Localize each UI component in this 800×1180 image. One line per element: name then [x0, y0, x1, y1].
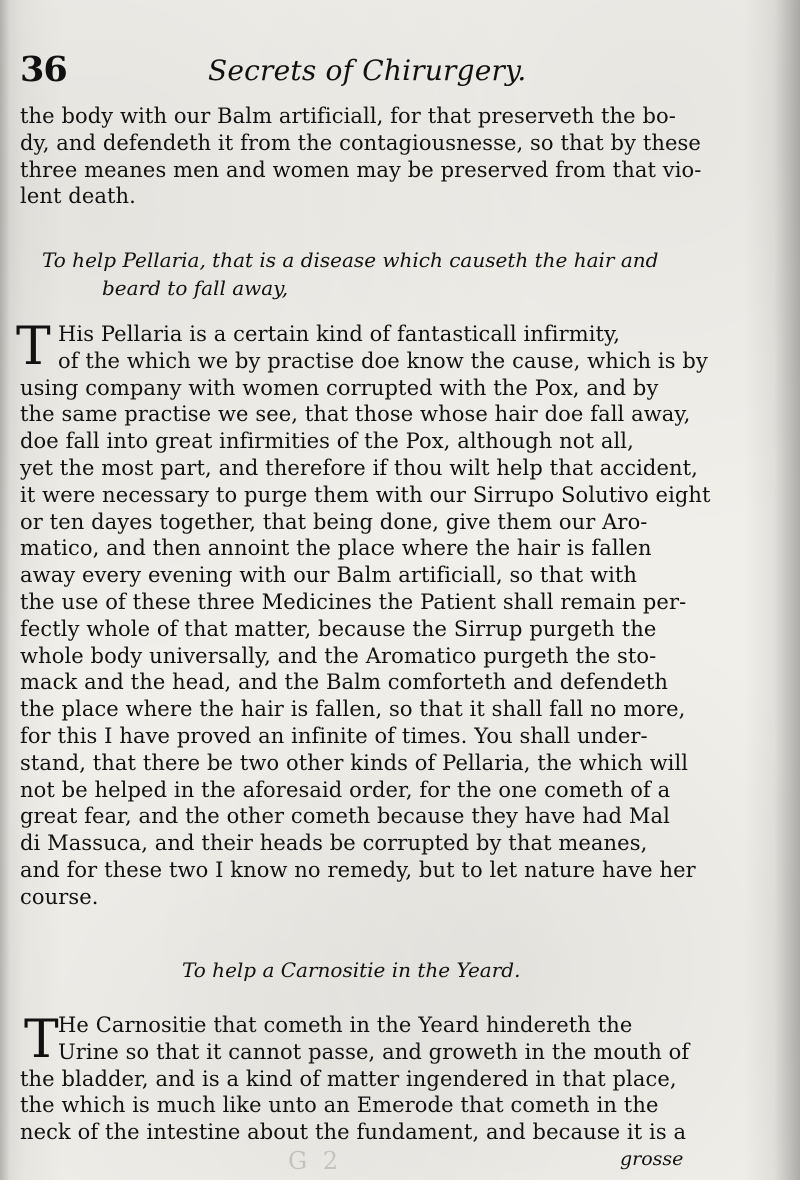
signature-mark: G 2: [288, 1147, 343, 1175]
page-header: [20, 49, 710, 104]
dropcap-row: [20, 1010, 690, 1070]
text-line: stand, that there be two other kinds of Pellaria, the which will: [20, 750, 689, 775]
text-line: and for these two I know no remedy, but to let nature have her: [20, 857, 696, 882]
text-line: di Massuca, and their heads be corrupted by that meanes,: [20, 831, 648, 856]
section-heading-pellaria: [42, 246, 692, 302]
pellaria-paragraph: [16, 317, 711, 911]
text-line: it were necessary to purge them with our Sirrupo Solutivo eight: [20, 482, 711, 507]
text-line: course.: [20, 884, 99, 909]
text-line: matico, and then annoint the place where the hair is fallen: [20, 536, 652, 561]
section-heading-line: To help Pellaria, that is a disease which causeth the hair and: [42, 248, 659, 272]
dropcap-row: [16, 317, 708, 377]
text-line: using company with women corrupted with the Pox, and by: [20, 375, 659, 400]
text-line: His Pellaria is a certain kind of fantasticall infirmity,: [58, 322, 621, 346]
text-line: fectly whole of that matter, because the Sirrup purgeth the: [20, 616, 657, 641]
text-line: for this I have proved an infinite of times. You shall under-: [20, 723, 648, 748]
drop-cap-letter: T: [16, 317, 51, 377]
text-line: neck of the intestine about the fundament, and because it is a: [20, 1120, 687, 1145]
text-line: the use of these three Medicines the Patient shall remain per-: [20, 589, 687, 614]
left-page-shadow: [0, 0, 10, 1180]
text-line: doe fall into great infirmities of the Pox, although not all,: [20, 429, 634, 454]
text-line: He Carnositie that cometh in the Yeard hindereth the: [58, 1013, 633, 1037]
text-line: yet the most part, and therefore if thou wilt help that accident,: [20, 455, 698, 480]
text-line: the which is much like unto an Emerode that cometh in the: [20, 1093, 659, 1118]
section-heading-line: beard to fall away,: [102, 276, 289, 300]
running-head: Secrets of Chirurgery.: [208, 54, 527, 87]
opening-paragraph: [20, 103, 702, 210]
text-line: whole body universally, and the Aromatico purgeth the sto-: [20, 643, 657, 668]
text-line: the bladder, and is a kind of matter ingendered in that place,: [20, 1066, 677, 1091]
text-line: the body with our Balm artificiall, for that preserveth the bo-: [20, 104, 676, 128]
carnositie-paragraph: [20, 1012, 690, 1146]
text-line: not be helped in the aforesaid order, for the one cometh of a: [20, 777, 671, 802]
drop-cap-letter: T: [24, 1010, 59, 1070]
text-line: mack and the head, and the Balm comforteth and defendeth: [20, 670, 669, 695]
page-number: 36: [20, 49, 67, 90]
text-line: three meanes men and women may be preserved from that vio-: [20, 157, 702, 182]
text-line: great fear, and the other cometh because they have had Mal: [20, 804, 670, 829]
catchword: grosse: [620, 1148, 684, 1170]
text-line: of the which we by practise doe know the cause, which is by: [58, 348, 708, 373]
text-line: or ten dayes together, that being done, give them our Aro-: [20, 509, 648, 534]
right-page-shadow: [774, 0, 800, 1180]
text-line: the same practise we see, that those whose hair doe fall away,: [20, 402, 691, 427]
text-line: Urine so that it cannot passe, and groweth in the mouth of: [58, 1039, 690, 1064]
text-line: away every evening with our Balm artificiall, so that with: [20, 563, 638, 588]
text-line: dy, and defendeth it from the contagiousnesse, so that by these: [20, 130, 701, 155]
section-heading-carnositie: To help a Carnositie in the Yeard.: [182, 958, 521, 982]
text-line: the place where the hair is fallen, so that it shall fall no more,: [20, 697, 686, 722]
text-line: lent death.: [20, 184, 136, 209]
